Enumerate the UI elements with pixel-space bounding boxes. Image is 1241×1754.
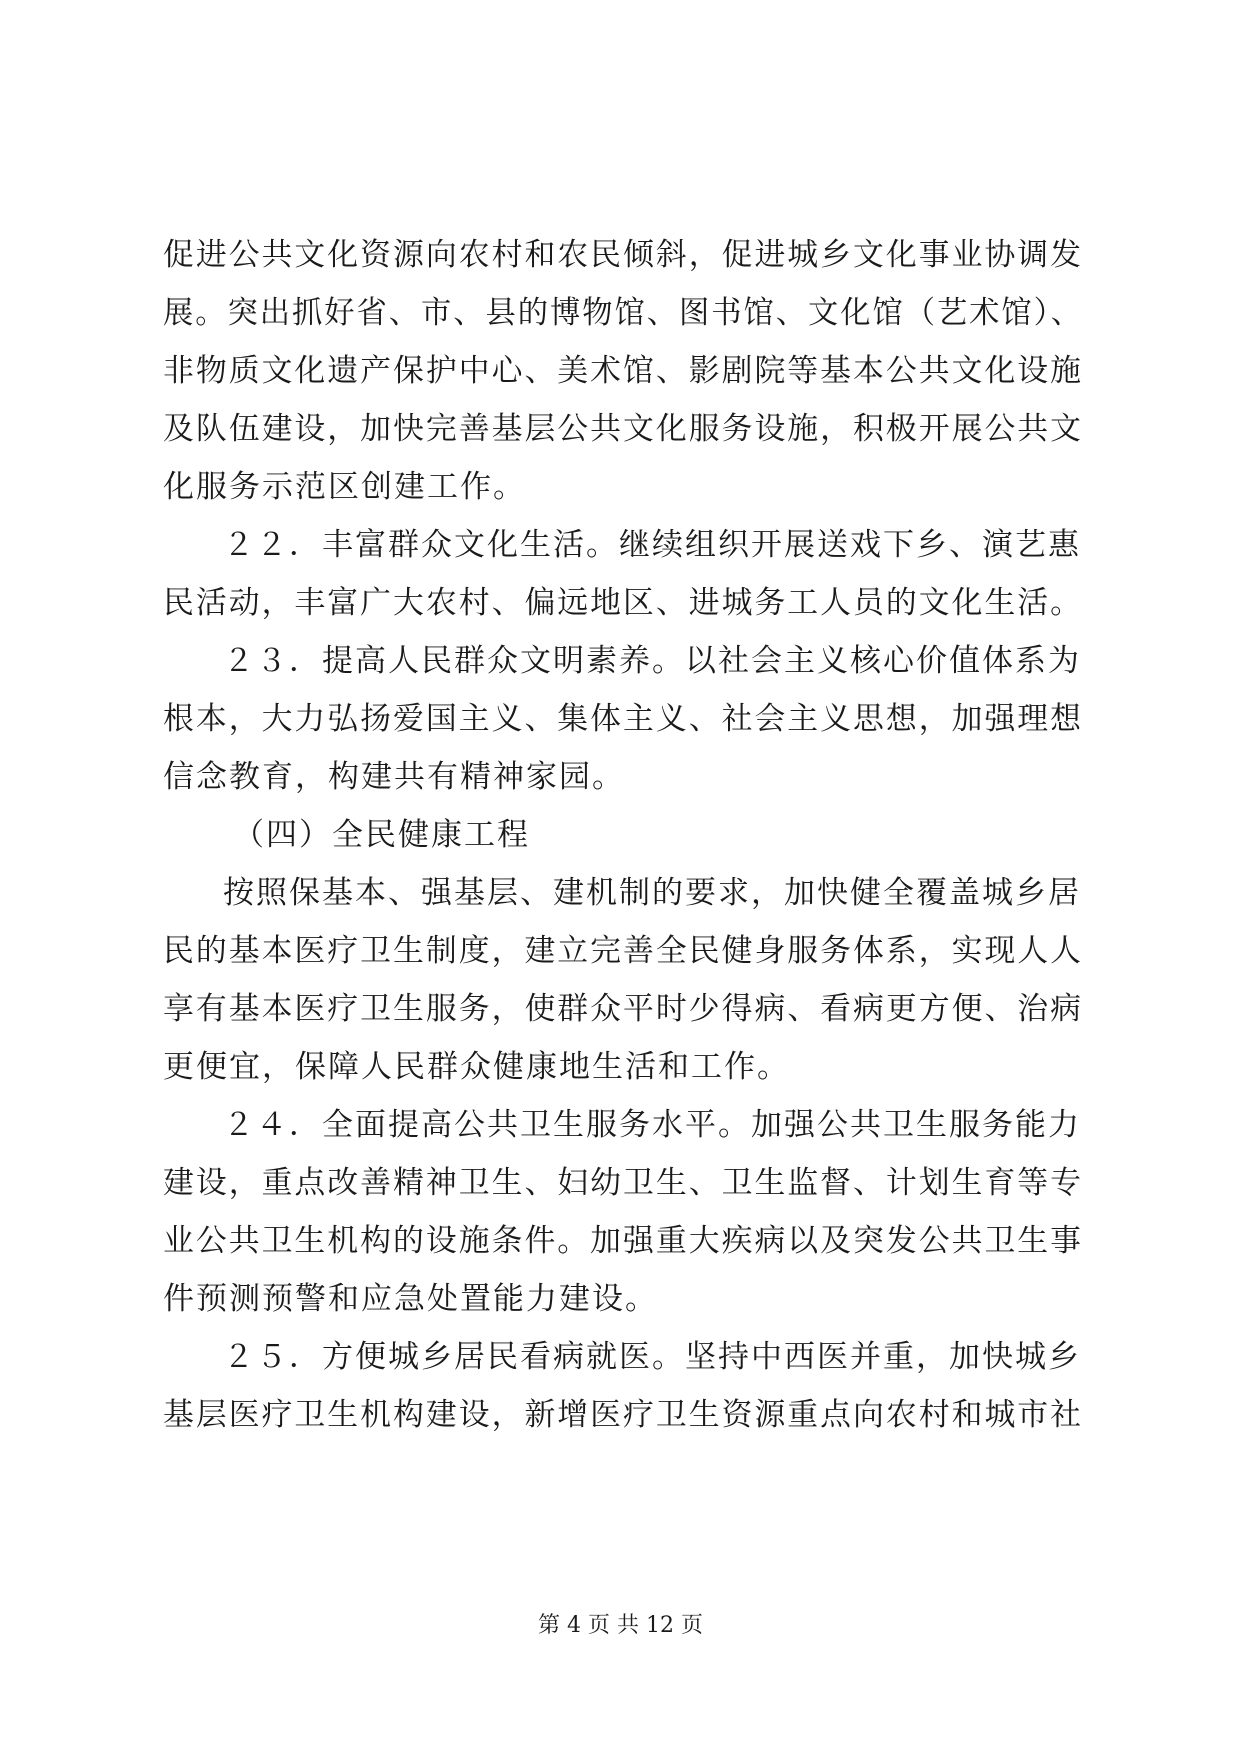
text-line: ２５．方便城乡居民看病就医。坚持中西医并重，加快城乡	[223, 1339, 1081, 1375]
text-line: 及队伍建设，加快完善基层公共文化服务设施，积极开展公共文	[163, 411, 1084, 447]
text-line: 民活动，丰富广大农村、偏远地区、进城务工人员的文化生活。	[163, 585, 1084, 621]
text-line: 建设，重点改善精神卫生、妇幼卫生、卫生监督、计划生育等专	[163, 1165, 1084, 1201]
text-line: 非物质文化遗产保护中心、美术馆、影剧院等基本公共文化设施	[163, 353, 1084, 389]
heading-health-project: （四）全民健康工程	[233, 817, 530, 853]
section-heading	[163, 806, 1083, 864]
text-line: 件预测预警和应急处置能力建设。	[163, 1281, 658, 1317]
body-text	[163, 226, 1083, 1444]
text-line: 根本，大力弘扬爱国主义、集体主义、社会主义思想，加强理想	[163, 701, 1084, 737]
text-line: 化服务示范区创建工作。	[163, 469, 526, 505]
text-line: ２２．丰富群众文化生活。继续组织开展送戏下乡、演艺惠	[223, 527, 1081, 563]
text-line: 信念教育，构建共有精神家园。	[163, 759, 625, 795]
paragraph-health-intro	[163, 864, 1083, 1096]
text-line: 展。突出抓好省、市、县的博物馆、图书馆、文化馆（艺术馆）、	[163, 295, 1084, 331]
text-line: 享有基本医疗卫生服务，使群众平时少得病、看病更方便、治病	[163, 991, 1084, 1027]
text-line: 民的基本医疗卫生制度，建立完善全民健身服务体系，实现人人	[163, 933, 1084, 969]
text-line: 促进公共文化资源向农村和农民倾斜，促进城乡文化事业协调发	[163, 237, 1084, 273]
paragraph-item-22	[163, 516, 1083, 632]
text-line: 按照保基本、强基层、建机制的要求，加快健全覆盖城乡居	[223, 875, 1081, 911]
paragraph-cultural-resources	[163, 226, 1083, 516]
paragraph-item-25	[163, 1328, 1083, 1444]
text-line: ２３．提高人民群众文明素养。以社会主义核心价值体系为	[223, 643, 1081, 679]
text-line: ２４．全面提高公共卫生服务水平。加强公共卫生服务能力	[223, 1107, 1081, 1143]
paragraph-item-24	[163, 1096, 1083, 1328]
text-line: 基层医疗卫生机构建设，新增医疗卫生资源重点向农村和城市社	[163, 1397, 1084, 1433]
text-line: 业公共卫生机构的设施条件。加强重大疾病以及突发公共卫生事	[163, 1223, 1084, 1259]
text-line: 更便宜，保障人民群众健康地生活和工作。	[163, 1049, 790, 1085]
page-number: 第 4 页 共 12 页	[538, 1613, 703, 1638]
paragraph-item-23	[163, 632, 1083, 806]
